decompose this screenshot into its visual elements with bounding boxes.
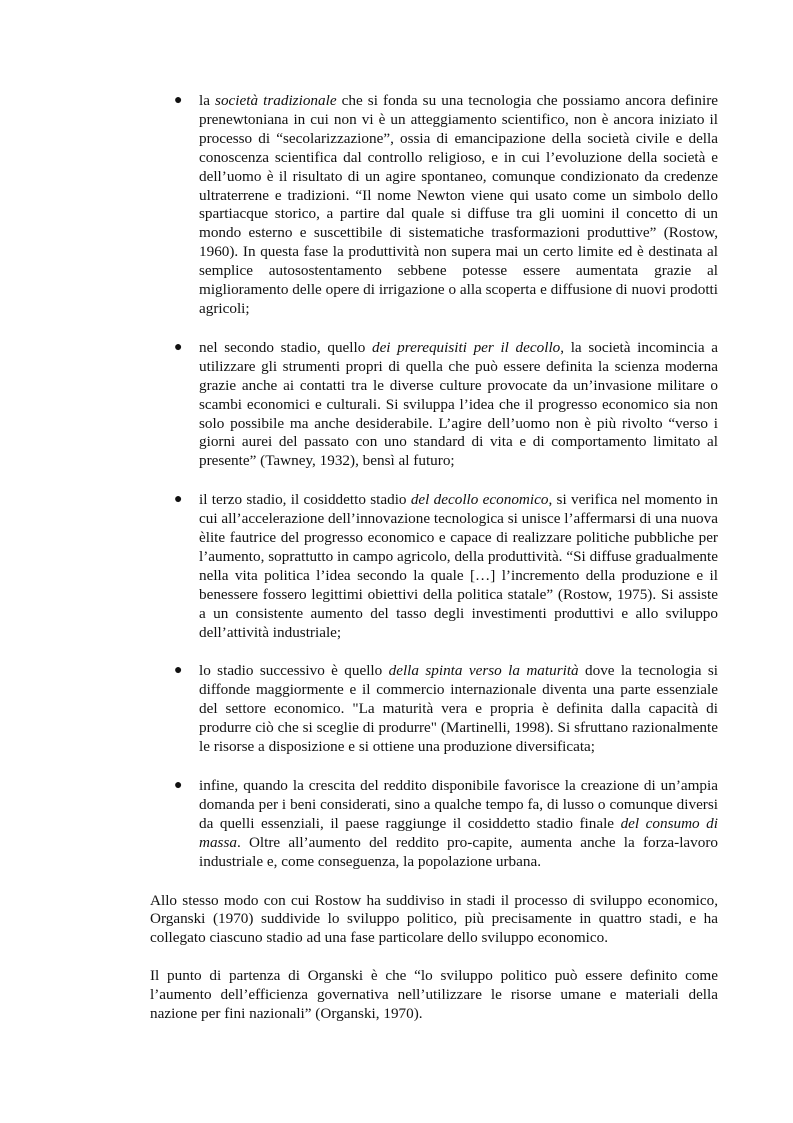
bullet-icon: ● [174,93,183,108]
list-item [150,662,718,757]
list-item-text: nel secondo stadio, quello dei prerequisiti per il decollo, la società incomincia a utilizzare gli strumenti propri di quella che può essere definita la scienza moderna grazie anche ai contatti tra le diverse culture provocate da un’invasione militare o scambi economici e culturali. Si sviluppa l’idea che il progresso economico sia non solo possibile ma anche desiderabile. L’agire dell’uomo non è più rivolto “verso i giorni aurei del passato con uno standard di vita e di comportamento limitato al presente” (Tawney, 1932), bensì al futuro; [199,338,719,470]
document-page [150,92,718,1043]
list-item [150,491,718,642]
list-item-text: il terzo stadio, il cosiddetto stadio del decollo economico, si verifica nel momento in cui all’accelerazione dell’innovazione tecnologica si unisce l’affermarsi di una nuova èlite fautrice del progresso economico e capace di realizzare politiche pubbliche per l’aumento, soprattutto in campo agricolo, della produttività. “Si diffuse gradualmente nella vita politica l’idea secondo la quale […] l’incremento della produzione e il benessere fossero legittimi obiettivi della politica statale” (Rostow, 1975). Si assiste a un consistente aumento del tasso degli investimenti produttivi e allo sviluppo dell’attività industriale; [199,491,718,641]
list-item-text: lo stadio successivo è quello della spinta verso la maturità dove la tecnologia si diffonde maggiormente e il commercio internazionale diventa una parte essenziale del settore economico. "La maturità vera e propria è definita dalla capacità di produrre ciò che si sceglie di produrre" (Martinelli, 1998). Si sfruttano razionalmente le risorse a disposizione e si ottiene una produzione diversificata; [199,662,719,756]
bullet-icon: ● [174,663,183,679]
list-item-text: la società tradizionale che si fonda su una tecnologia che possiamo ancora definire prenewtoniana in cui non vi è un atteggiamento scientifico, non è ancora iniziato il processo di “secolarizzazione”, ossia di emancipazione della società civile e della conoscenza scientifica dal controllo religioso, e in cui l’evoluzione della società e dell’uomo è il risultato di un agire spontaneo, comunque condizionato da credenze ultraterrene e tradizioni. “Il nome Newton viene qui usato come un simbolo dello spartiacque storico, a partire dal quale si diffuse tra gli uomini il concetto di un mondo esterno e suscettibile di sistematiche trasformazioni produttive” (Rostow, 1960). In questa fase la produttività non supera mai un certo limite ed è destinata al semplice autosostentamento sebbene potesse essere aumentata grazie al miglioramento delle opere di irrigazione o alla scoperta e diffusione di nuovi prodotti agricoli; [199,92,718,317]
paragraph-organski-definition: Il punto di partenza di Organski è che “lo sviluppo politico può essere definito come l’aumento dell’efficienza governativa nell’utilizzare le risorse umane e materiali della nazione per fini nazionali” (Organski, 1970). [150,967,718,1023]
bullet-icon: ● [174,492,183,508]
list-item [150,777,718,872]
paragraph-organski-intro: Allo stesso modo con cui Rostow ha suddiviso in stadi il processo di sviluppo economico, Organski (1970) suddivide lo sviluppo politico, più precisamente in quattro stadi, e ha collegato ciascuno stadio ad una fase particolare dello sviluppo economico. [150,891,718,947]
list-item-text: infine, quando la crescita del reddito disponibile favorisce la creazione di un’ampia domanda per i beni considerati, sino a qualche tempo fa, di lusso o comunque diversi da quelli essenziali, il paese raggiunge il cosiddetto stadio finale del consumo di massa. Oltre all’aumento del reddito pro-capite, aumenta anche la forza-lavoro industriale e, come conseguenza, la popolazione urbana. [199,777,718,870]
stages-list [150,92,718,872]
bullet-icon: ● [174,778,183,793]
list-item [150,92,718,319]
bullet-icon: ● [174,339,183,355]
list-item [150,339,718,471]
